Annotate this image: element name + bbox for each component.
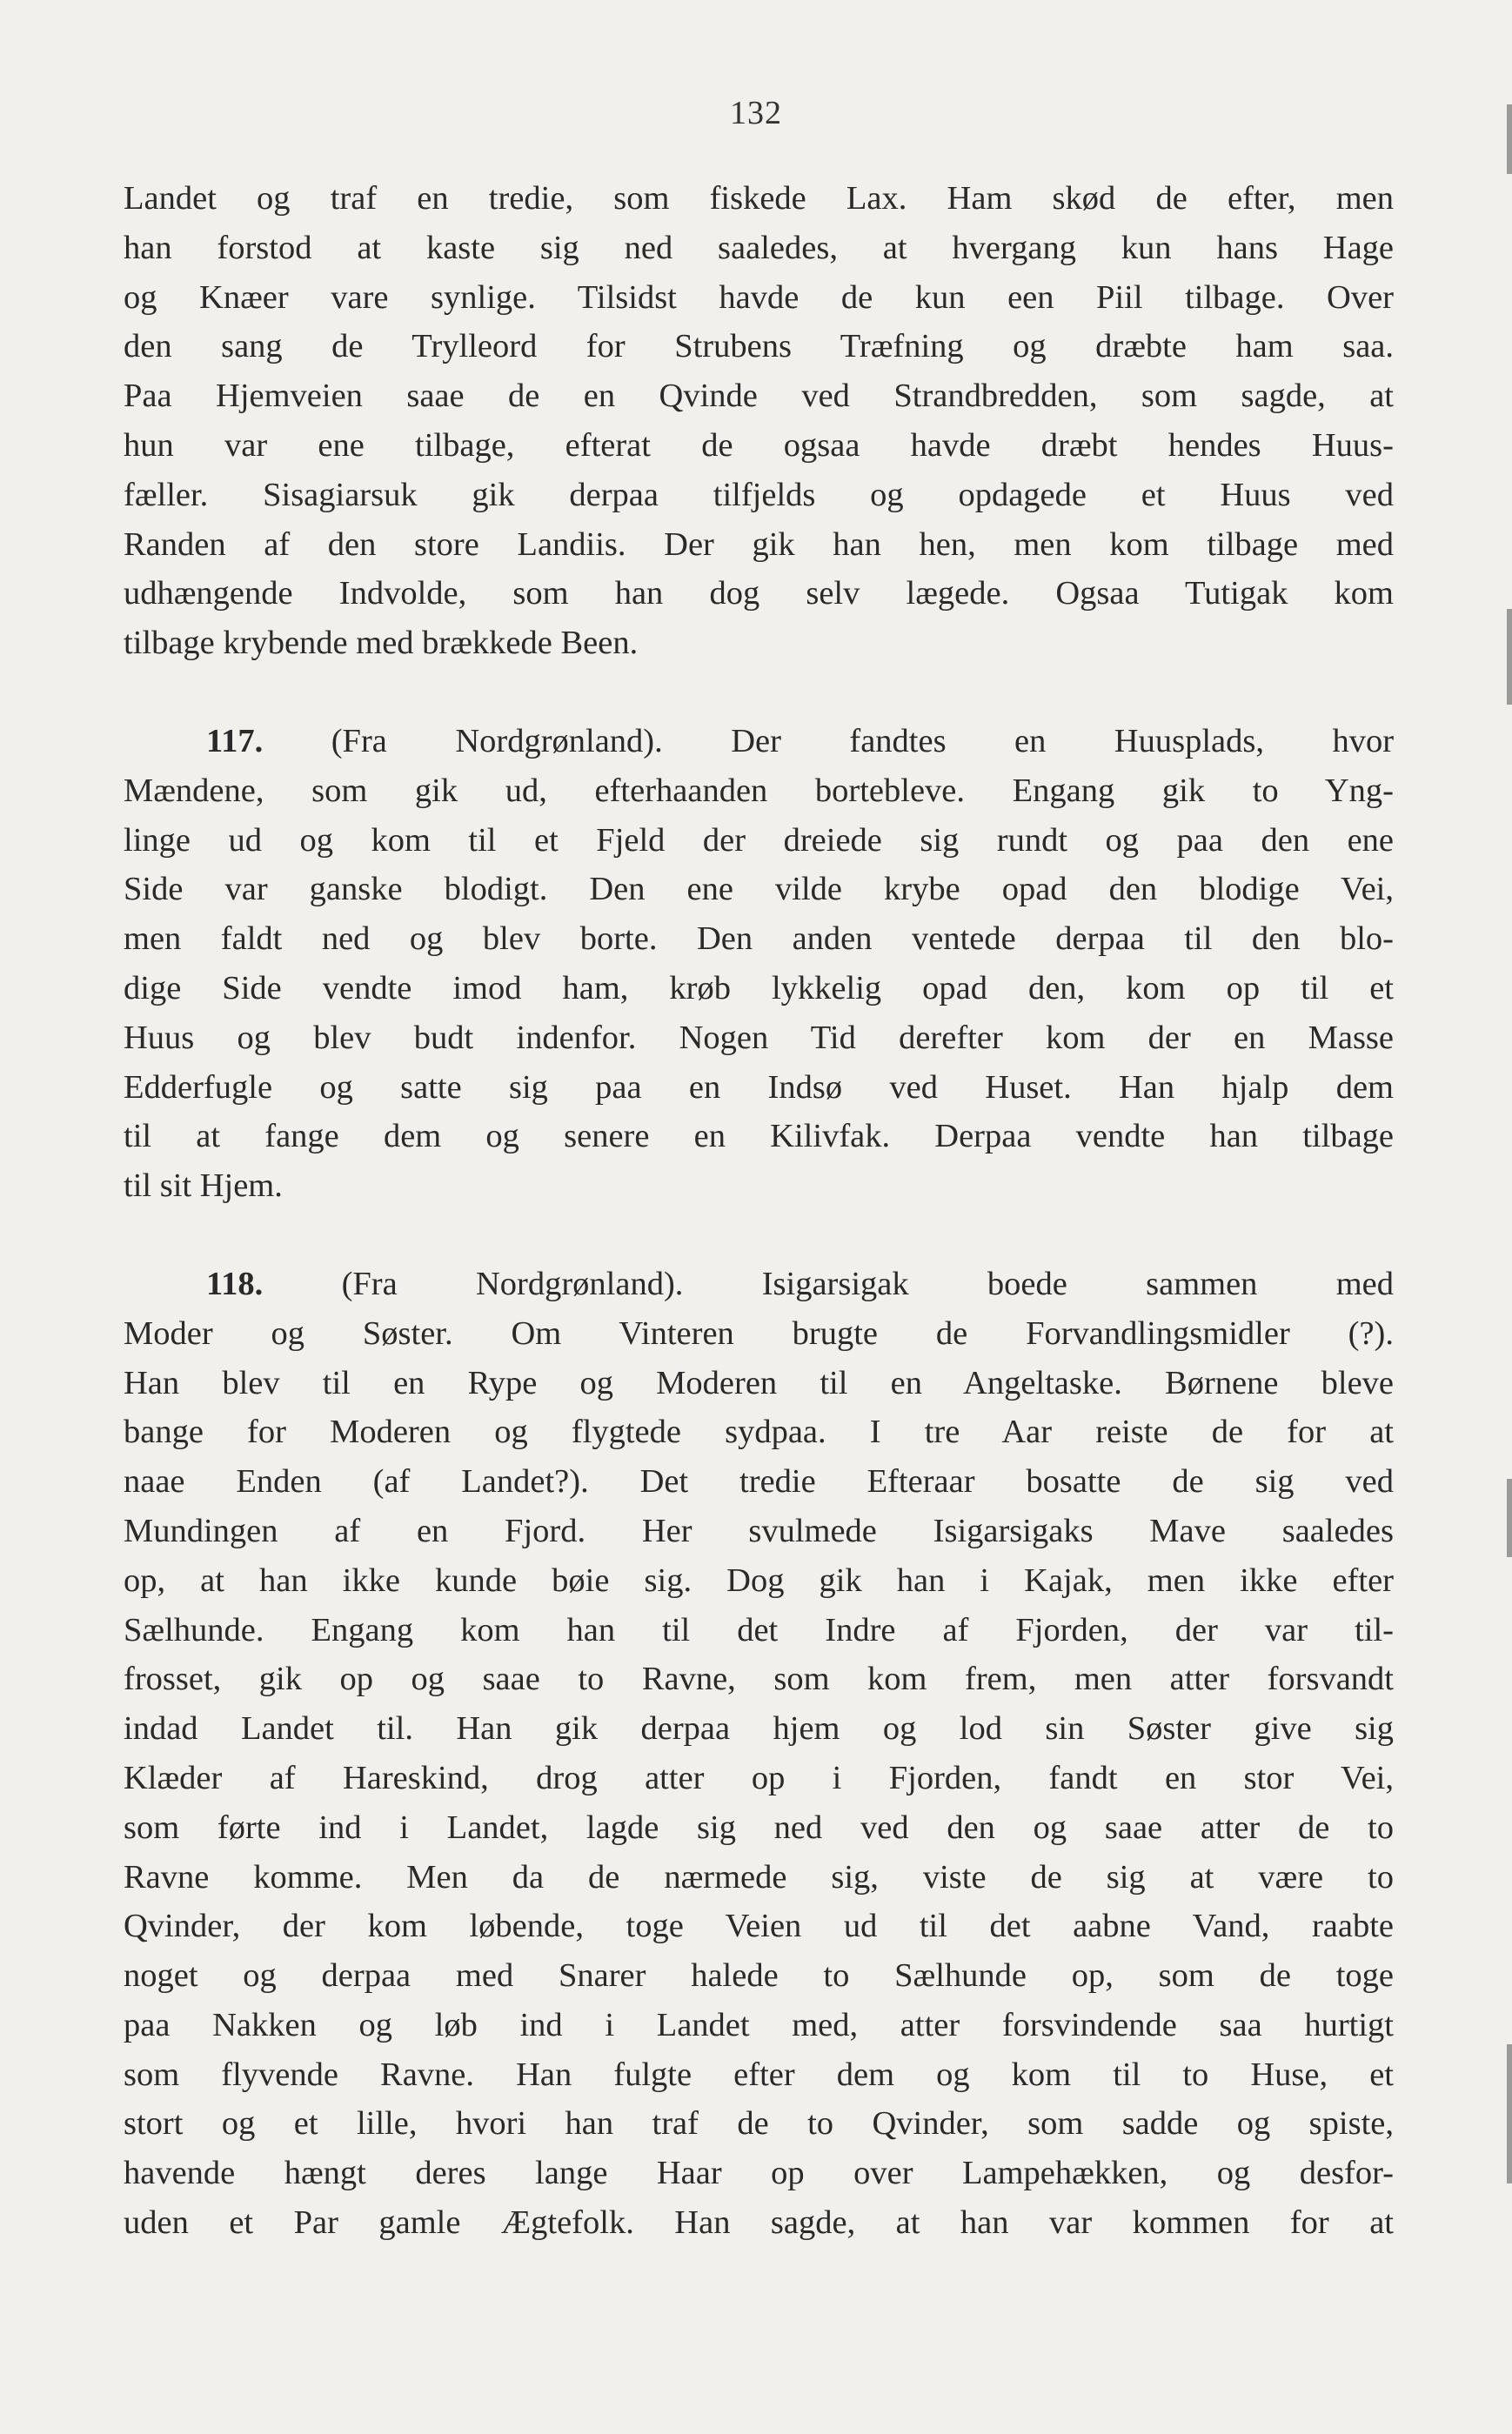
text-line: frosset, gik op og saae to Ravne, som kom frem, men atter forsvandt [124,1661,1394,1698]
text-line: Randen af den store Landiis. Der gik han hen, men kom tilbage med [124,525,1394,563]
text-line: Han blev til en Rype og Moderen til en Angeltaske. Børnene bleve [124,1364,1394,1401]
first-line-text: (Fra Nordgrønland). Isigarsigak boede sammen med [341,1265,1394,1302]
text-line: uden et Par gamle Ægtefolk. Han sagde, at han var kommen for at [124,2204,1394,2242]
text-line: den sang de Trylleord for Strubens Træfning og dræbte ham saa. [124,328,1394,365]
scan-edge-mark [1507,1479,1512,1557]
text-line: linge ud og kom til et Fjeld der dreiede sig rundt og paa den ene [124,821,1394,859]
text-line: Edderfugle og satte sig paa en Indsø ved Huset. Han hjalp dem [124,1068,1394,1106]
text-line: Huus og blev budt indenfor. Nogen Tid derefter kom der en Masse [124,1019,1394,1056]
text-line [124,1260,1394,1309]
paragraph-number: 118. [206,1265,264,1302]
text-line: Qvinder, der kom løbende, toge Veien ud til det aabne Vand, raabte [124,1908,1394,1945]
text-line: Side var ganske blodigt. Den ene vilde krybe opad den blodige Vei, [124,871,1394,908]
text-line: indad Landet til. Han gik derpaa hjem og lod sin Søster give sig [124,1710,1394,1748]
text-line: tilbage krybende med brækkede Been. [124,625,639,662]
text-line: men faldt ned og blev borte. Den anden ventede derpaa til den blo- [124,920,1394,958]
paragraph-continuation [124,174,1394,668]
text-line: hun var ene tilbage, efterat de ogsaa havde dræbt hendes Huus- [124,426,1394,464]
text-line: Sælhunde. Engang kom han til det Indre af Fjorden, der var til- [124,1611,1394,1648]
text-line: han forstod at kaste sig ned saaledes, at hvergang kun hans Hage [124,229,1394,266]
text-line [124,717,1394,766]
first-line-text: (Fra Nordgrønland). Der fandtes en Huusplads, hvor [331,722,1394,759]
scan-edge-mark [1507,609,1512,705]
scan-edge-mark [1507,2044,1512,2183]
text-line: som flyvende Ravne. Han fulgte efter dem og kom til to Huse, et [124,2056,1394,2093]
text-line: bange for Moderen og flygtede sydpaa. I tre Aar reiste de for at [124,1414,1394,1451]
text-line: naae Enden (af Landet?). Det tredie Efteraar bosatte de sig ved [124,1463,1394,1501]
text-line: Mundingen af en Fjord. Her svulmede Isigarsigaks Mave saaledes [124,1512,1394,1549]
text-line: fæller. Sisagiarsuk gik derpaa tilfjelds og opdagede et Huus ved [124,476,1394,513]
text-line: stort og et lille, hvori han traf de to Qvinder, som sadde og spiste, [124,2105,1394,2143]
text-line: til at fange dem og senere en Kilivfak. Derpaa vendte han tilbage [124,1118,1394,1155]
text-line: op, at han ikke kunde bøie sig. Dog gik han i Kajak, men ikke efter [124,1561,1394,1599]
scan-edge-mark [1507,104,1512,174]
page-body [124,174,1394,2248]
text-line: Ravne komme. Men da de nærmede sig, viste de sig at være to [124,1858,1394,1896]
text-line: og Knæer vare synlige. Tilsidst havde de kun een Piil tilbage. Over [124,278,1394,316]
text-line: til sit Hjem. [124,1167,283,1205]
text-line: som førte ind i Landet, lagde sig ned ved den og saae atter de to [124,1809,1394,1846]
text-line: dige Side vendte imod ham, krøb lykkelig opad den, kom op til et [124,969,1394,1006]
page-number: 132 [730,95,782,131]
text-line: Paa Hjemveien saae de en Qvinde ved Strandbredden, som sagde, at [124,378,1394,415]
text-line: noget og derpaa med Snarer halede to Sælhunde op, som de toge [124,1957,1394,1995]
text-line: Mændene, som gik ud, efterhaanden bortebleve. Engang gik to Yng- [124,772,1394,809]
paragraph-117 [124,717,1394,1211]
text-line: Klæder af Hareskind, drog atter op i Fjorden, fandt en stor Vei, [124,1759,1394,1796]
text-line: Landet og traf en tredie, som fiskede Lax. Ham skød de efter, men [124,180,1394,217]
paragraph-118 [124,1260,1394,2248]
text-line: havende hængt deres lange Haar op over Lampehækken, og desfor- [124,2155,1394,2192]
text-line: Moder og Søster. Om Vinteren brugte de Forvandlingsmidler (?). [124,1314,1394,1352]
text-line: udhængende Indvolde, som han dog selv lægede. Ogsaa Tutigak kom [124,575,1394,612]
paragraph-number: 117. [206,722,264,759]
text-line: paa Nakken og løb ind i Landet med, atter forsvindende saa hurtigt [124,2006,1394,2043]
